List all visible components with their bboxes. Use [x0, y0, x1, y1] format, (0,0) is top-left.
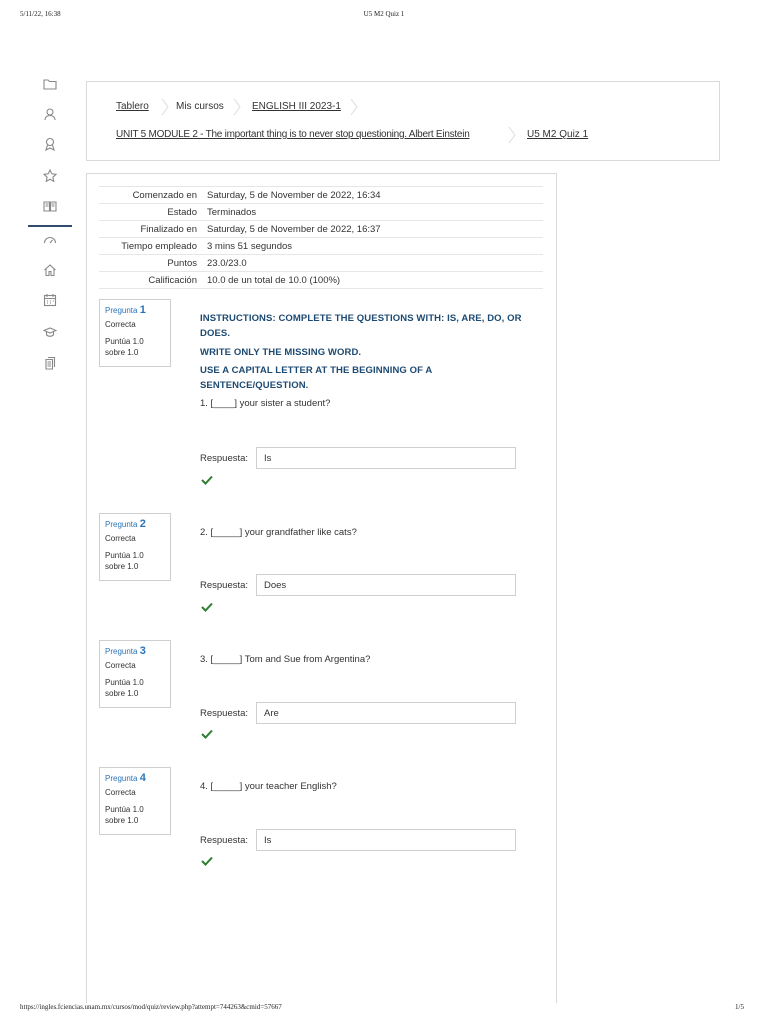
summary-value: Saturday, 5 de November de 2022, 16:34	[207, 187, 543, 204]
question-grade-max: sobre 1.0	[105, 816, 139, 825]
correct-check-icon	[201, 472, 213, 482]
print-datetime: 5/11/22, 16:38	[20, 10, 61, 18]
breadcrumb-tablero[interactable]: Tablero	[116, 101, 149, 112]
nav-home[interactable]	[28, 262, 72, 282]
star-icon	[43, 169, 57, 188]
correct-check-icon	[201, 599, 213, 609]
question-prompt: 3. [_____] Tom and Sue from Argentina?	[200, 654, 371, 665]
question-state: Correcta	[105, 661, 136, 670]
correct-check-icon	[201, 853, 213, 863]
summary-label: Finalizado en	[99, 221, 207, 238]
summary-value: 3 mins 51 segundos	[207, 238, 543, 255]
print-url: https://ingles.fciencias.unam.mx/cursos/mod/quiz/review.php?attempt=744263&cmid=57667	[20, 1003, 282, 1011]
summary-label: Calificación	[99, 272, 207, 289]
summary-row	[99, 238, 543, 255]
breadcrumb-separator-icon	[233, 98, 241, 116]
question-prompt: 1. [____] your sister a student?	[200, 398, 331, 409]
question-grade: Puntúa 1.0	[105, 337, 144, 346]
nav-courses[interactable]	[28, 324, 72, 344]
question-info-3	[99, 640, 171, 708]
breadcrumb-course[interactable]: ENGLISH III 2023-1	[252, 101, 341, 112]
summary-label: Comenzado en	[99, 187, 207, 204]
print-page-number: 1/5	[735, 1003, 744, 1011]
summary-row	[99, 255, 543, 272]
breadcrumb-unit[interactable]: UNIT 5 MODULE 2 - The important thing is to never stop questioning. Albert Einstein	[116, 129, 470, 140]
question-info-1	[99, 299, 171, 367]
book-icon	[43, 199, 57, 218]
question-prompt: 4. [_____] your teacher English?	[200, 781, 337, 792]
instructions-line-2: WRITE ONLY THE MISSING WORD.	[200, 347, 362, 358]
question-grade: Puntúa 1.0	[105, 805, 144, 814]
nav-active-indicator	[28, 225, 72, 227]
summary-row	[99, 204, 543, 221]
folder-icon	[43, 77, 57, 96]
breadcrumb-separator-icon	[350, 98, 358, 116]
question-text-3	[200, 653, 530, 667]
question-number: Pregunta 3	[105, 645, 146, 657]
quiz-review-card	[86, 173, 557, 1003]
answer-label: Respuesta:	[200, 707, 249, 719]
attempt-summary-table	[99, 186, 543, 289]
question-grade-max: sobre 1.0	[105, 689, 139, 698]
nav-grades[interactable]	[28, 198, 72, 218]
summary-value: Saturday, 5 de November de 2022, 16:37	[207, 221, 543, 238]
files-icon	[43, 356, 57, 375]
home-icon	[43, 263, 57, 282]
answer-field[interactable]: Is	[256, 447, 516, 469]
question-number: Pregunta 4	[105, 772, 146, 784]
breadcrumb-quiz[interactable]: U5 M2 Quiz 1	[527, 129, 589, 140]
question-text-4	[200, 780, 530, 794]
summary-label: Tiempo empleado	[99, 238, 207, 255]
summary-value: 23.0/23.0	[207, 255, 543, 272]
breadcrumb-mis-cursos[interactable]: Mis cursos	[176, 101, 224, 112]
answer-field[interactable]: Are	[256, 702, 516, 724]
summary-row	[99, 221, 543, 238]
question-info-4	[99, 767, 171, 835]
answer-row-3	[200, 702, 516, 724]
dashboard-icon	[43, 233, 57, 252]
users-icon	[43, 137, 57, 156]
question-state: Correcta	[105, 320, 136, 329]
summary-label: Puntos	[99, 255, 207, 272]
instructions-line-1: INSTRUCTIONS: COMPLETE THE QUESTIONS WITH: IS, ARE, DO, OR DOES.	[200, 313, 522, 339]
page-header	[86, 81, 720, 161]
question-grade: Puntúa 1.0	[105, 551, 144, 560]
answer-label: Respuesta:	[200, 579, 249, 591]
answer-row-2	[200, 574, 516, 596]
nav-calendar[interactable]	[28, 292, 72, 312]
nav-content-bank[interactable]	[28, 355, 72, 375]
instructions-line-3: USE A CAPITAL LETTER AT THE BEGINNING OF A SENTENCE/QUESTION.	[200, 365, 433, 391]
question-prompt: 2. [_____] your grandfather like cats?	[200, 527, 357, 538]
nav-badges[interactable]	[28, 136, 72, 156]
question-grade-max: sobre 1.0	[105, 348, 139, 357]
user-icon	[43, 107, 57, 126]
answer-label: Respuesta:	[200, 452, 249, 464]
question-state: Correcta	[105, 534, 136, 543]
question-text-1	[200, 311, 530, 411]
summary-value: Terminados	[207, 204, 543, 221]
correct-check-icon	[201, 726, 213, 736]
question-number: Pregunta 1	[105, 304, 146, 316]
print-title: U5 M2 Quiz 1	[363, 10, 405, 18]
nav-dashboard[interactable]	[28, 232, 72, 252]
answer-field[interactable]: Is	[256, 829, 516, 851]
question-grade: Puntúa 1.0	[105, 678, 144, 687]
answer-label: Respuesta:	[200, 834, 249, 846]
answer-row-4	[200, 829, 516, 851]
summary-row	[99, 272, 543, 289]
summary-label: Estado	[99, 204, 207, 221]
nav-folder[interactable]	[28, 76, 72, 96]
summary-value: 10.0 de un total de 10.0 (100%)	[207, 272, 543, 289]
summary-row	[99, 187, 543, 204]
question-state: Correcta	[105, 788, 136, 797]
calendar-icon	[43, 293, 57, 312]
breadcrumb-separator-icon	[508, 126, 516, 144]
answer-field[interactable]: Does	[256, 574, 516, 596]
question-text-2	[200, 526, 530, 540]
answer-row-1	[200, 447, 516, 469]
question-grade-max: sobre 1.0	[105, 562, 139, 571]
breadcrumb-separator-icon	[161, 98, 169, 116]
nav-participants[interactable]	[28, 106, 72, 126]
nav-competencies[interactable]	[28, 168, 72, 188]
graduation-cap-icon	[43, 325, 57, 344]
question-number: Pregunta 2	[105, 518, 146, 530]
question-info-2	[99, 513, 171, 581]
